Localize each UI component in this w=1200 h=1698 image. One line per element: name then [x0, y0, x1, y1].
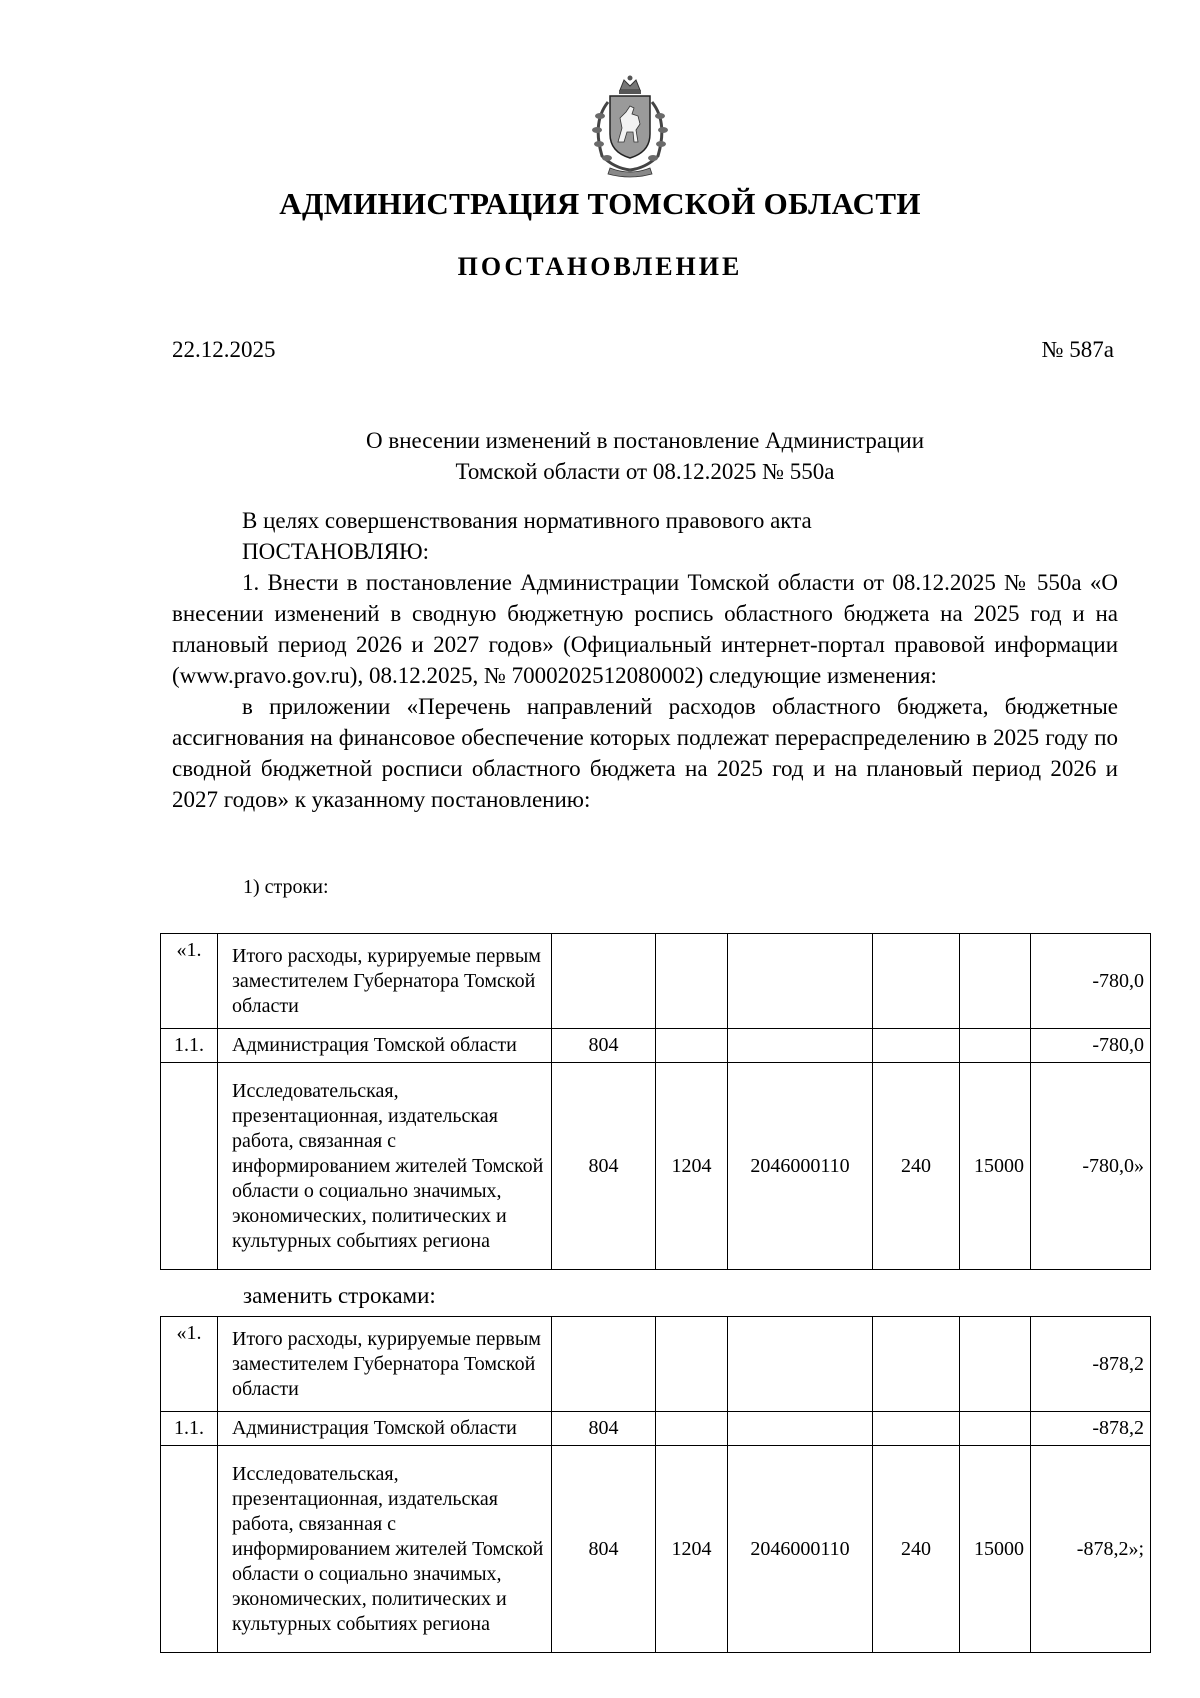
row-number: 1.1.	[161, 1412, 218, 1446]
cell-ministry	[552, 934, 656, 1029]
row-name: Итого расходы, курируемые первым заместителем Губернатора Томской области	[218, 934, 552, 1029]
row-name: Администрация Томской области	[218, 1412, 552, 1446]
replace-label: заменить строками:	[243, 1283, 436, 1308]
item-1-detail-paragraph: в приложении «Перечень направлений расходов областного бюджета, бюджетные ассигнования на финансовое обеспечение которых подлежат перераспределению в 2025 году по сводной бюджетной росписи областного бюджета на 2025 год и на плановый период 2026 и 2027 годов» к указанному постановлению:	[172, 694, 1118, 812]
table-row	[161, 1446, 1151, 1653]
cell-code	[960, 1317, 1031, 1412]
cell-ministry	[552, 1317, 656, 1412]
table-row	[161, 1029, 1151, 1063]
new-rows-table	[160, 1316, 1151, 1653]
row-name: Исследовательская, презентационная, издательская работа, связанная с информированием жителей Томской области о социально значимых, экономических, политических и культурных событиях региона	[218, 1063, 552, 1270]
cell-expense-type	[873, 934, 960, 1029]
row-number	[161, 1063, 218, 1270]
cell-ministry: 804	[552, 1063, 656, 1270]
table-row	[161, 934, 1151, 1029]
row-name: Администрация Томской области	[218, 1029, 552, 1063]
cell-target-article	[728, 1029, 873, 1063]
subject-line-2: Томской области от 08.12.2025 № 550а	[455, 459, 835, 484]
purpose-paragraph: В целях совершенствования нормативного правового акта	[242, 508, 812, 533]
cell-code: 15000	[960, 1063, 1031, 1270]
document-body	[172, 505, 1118, 815]
cell-expense-type	[873, 1412, 960, 1446]
cell-target-article	[728, 934, 873, 1029]
organization-title: АДМИНИСТРАЦИЯ ТОМСКОЙ ОБЛАСТИ	[279, 186, 921, 221]
cell-amount: -878,2	[1031, 1412, 1151, 1446]
cell-target-article: 2046000110	[728, 1063, 873, 1270]
cell-expense-type: 240	[873, 1063, 960, 1270]
cell-code	[960, 1029, 1031, 1063]
sub-item-label: 1) строки:	[243, 876, 329, 898]
item-1-paragraph: 1. Внести в постановление Администрации Томской области от 08.12.2025 № 550а «О внесении изменений в сводную бюджетную роспись областного бюджета на 2025 год и на плановый период 2026 и 2027 годов» (Официальный интернет-портал правовой информации (www.pravo.gov.ru), 08.12.2025, № 7000202512080002) следующие изменения:	[172, 570, 1118, 688]
table-row	[161, 1317, 1151, 1412]
cell-target-article: 2046000110	[728, 1446, 873, 1653]
cell-amount: -780,0	[1031, 934, 1151, 1029]
table-row	[161, 1412, 1151, 1446]
cell-expense-type	[873, 1317, 960, 1412]
document-date: 22.12.2025	[172, 337, 276, 362]
document-subject	[172, 425, 1118, 487]
cell-section: 1204	[656, 1446, 728, 1653]
cell-ministry: 804	[552, 1446, 656, 1653]
cell-section	[656, 1317, 728, 1412]
cell-amount: -780,0»	[1031, 1063, 1151, 1270]
cell-amount: -878,2	[1031, 1317, 1151, 1412]
old-rows-table	[160, 933, 1151, 1270]
row-number: «1.	[161, 934, 218, 1029]
row-number	[161, 1446, 218, 1653]
row-name: Исследовательская, презентационная, издательская работа, связанная с информированием жителей Томской области о социально значимых, экономических, политических и культурных событиях региона	[218, 1446, 552, 1653]
cell-target-article	[728, 1317, 873, 1412]
cell-section	[656, 1412, 728, 1446]
cell-ministry: 804	[552, 1412, 656, 1446]
cell-code	[960, 934, 1031, 1029]
cell-expense-type: 240	[873, 1446, 960, 1653]
subject-line-1: О внесении изменений в постановление Администрации	[365, 428, 925, 453]
row-name: Итого расходы, курируемые первым заместителем Губернатора Томской области	[218, 1317, 552, 1412]
table-row	[161, 1063, 1151, 1270]
cell-ministry: 804	[552, 1029, 656, 1063]
document-type: ПОСТАНОВЛЕНИЕ	[457, 252, 743, 281]
cell-target-article	[728, 1412, 873, 1446]
row-number: 1.1.	[161, 1029, 218, 1063]
cell-section: 1204	[656, 1063, 728, 1270]
cell-code	[960, 1412, 1031, 1446]
cell-section	[656, 934, 728, 1029]
row-number: «1.	[161, 1317, 218, 1412]
cell-expense-type	[873, 1029, 960, 1063]
document-number: № 587а	[1041, 337, 1114, 362]
tomsk-coat-of-arms-icon	[580, 72, 680, 180]
cell-amount: -780,0	[1031, 1029, 1151, 1063]
cell-code: 15000	[960, 1446, 1031, 1653]
cell-section	[656, 1029, 728, 1063]
decree-word: ПОСТАНОВЛЯЮ:	[242, 539, 430, 564]
cell-amount: -878,2»;	[1031, 1446, 1151, 1653]
